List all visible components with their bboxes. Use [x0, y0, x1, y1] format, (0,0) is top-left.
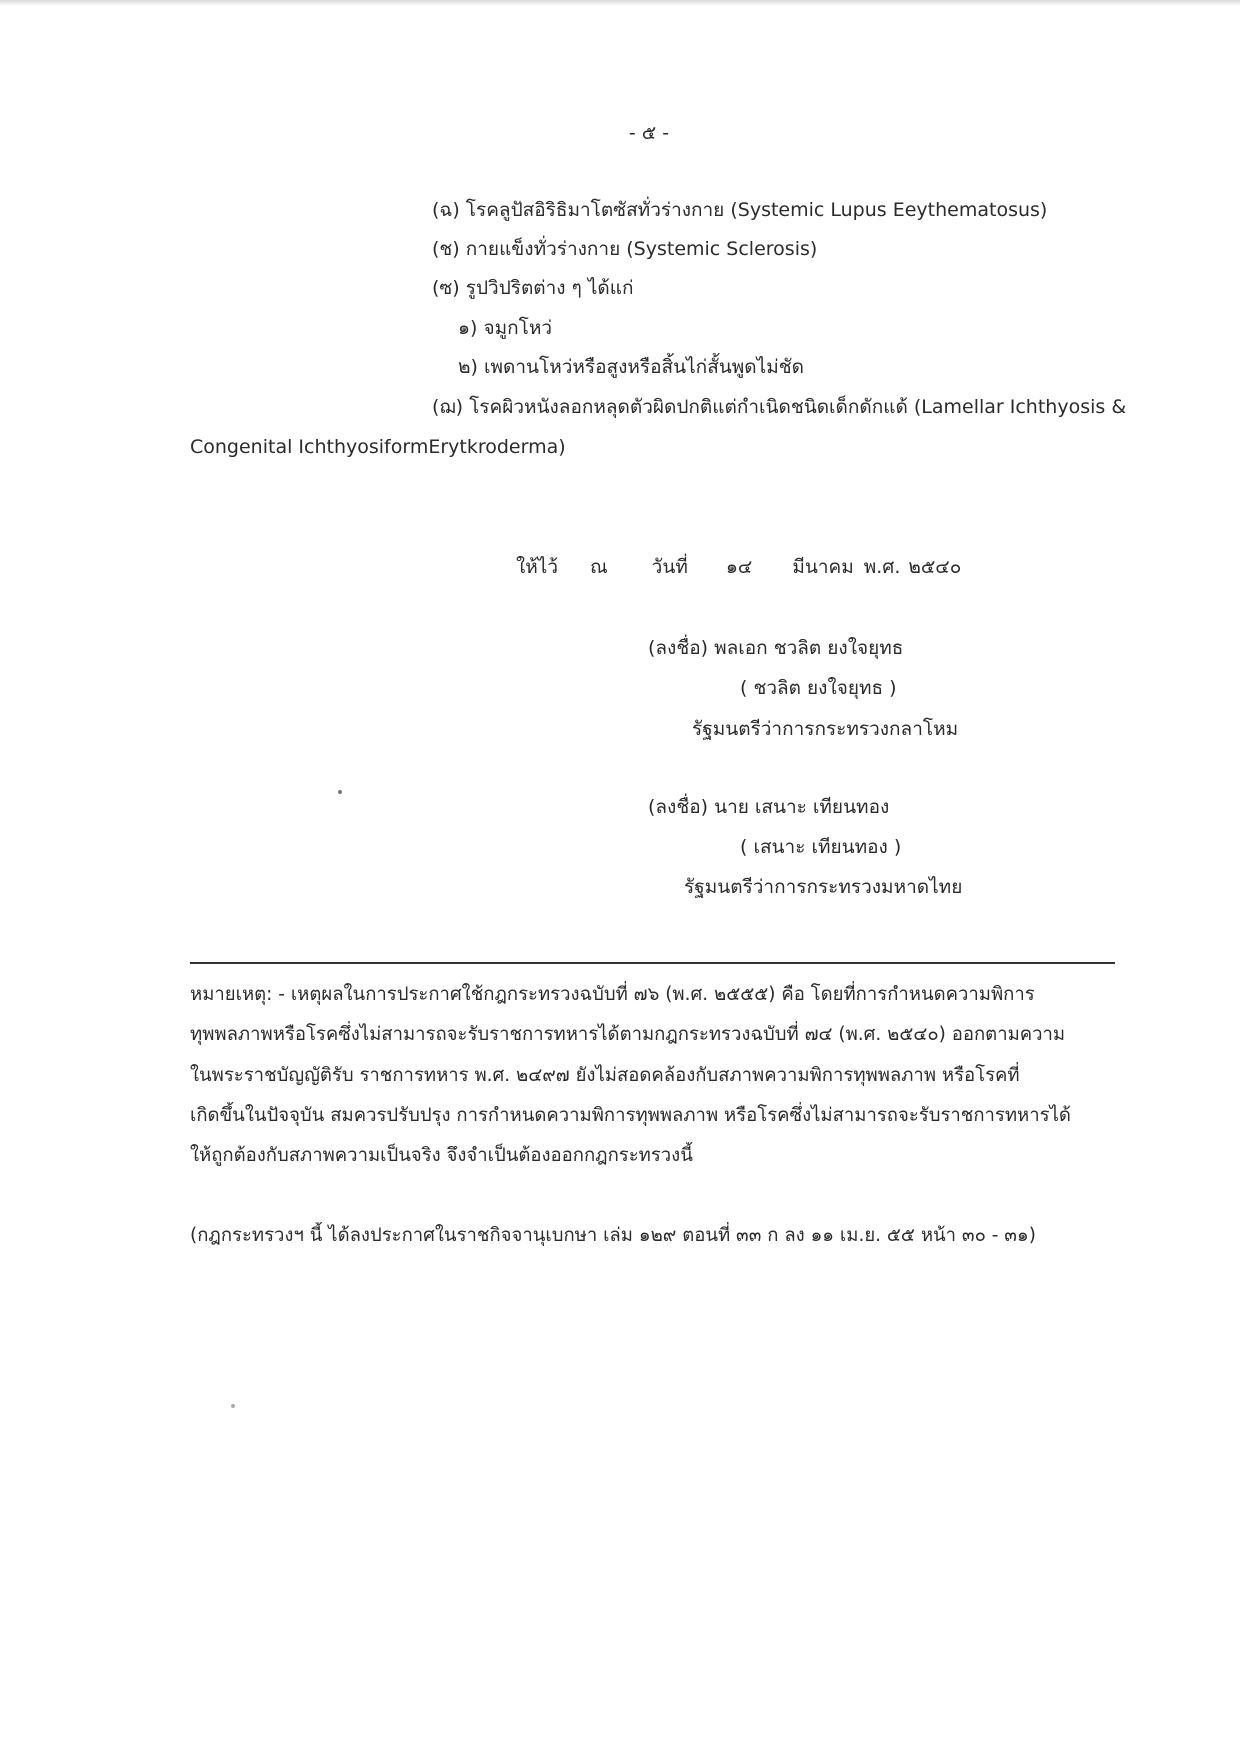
- note-line-3: ในพระราชบัญญัติรับ ราชการทหาร พ.ศ. ๒๔๙๗ ยังไม่สอดคล้องกับสภาพความพิการทุพพลภาพ หรือโรคที่: [190, 1065, 1020, 1086]
- note-line-2: ทุพพลภาพหรือโรคซึ่งไม่สามารถจะรับราชการทหารได้ตามกฎกระทรวงฉบับที่ ๗๔ (พ.ศ. ๒๕๔๐) ออกตามความ: [190, 1024, 1066, 1045]
- scan-edge: [0, 0, 1240, 6]
- item-cho: (ฉ) โรคลูปัสอิริธิมาโตซัสทั่วร่างกาย (Systemic Lupus Eeythematosus): [432, 199, 1048, 221]
- date-at: ณ: [590, 556, 608, 578]
- signature-1-signed: (ลงชื่อ) พลเอก ชวลิต ยงใจยุทธ: [648, 637, 904, 659]
- date-era: พ.ศ.: [863, 556, 901, 578]
- date-year: ๒๕๔๐: [908, 556, 962, 578]
- note-line-1: หมายเหตุ: - เหตุผลในการประกาศใช้กฎกระทรวงฉบับที่ ๗๖ (พ.ศ. ๒๕๕๕) คือ โดยที่การกำหนดความพิการ: [190, 984, 1035, 1005]
- item-sor: (ซ) รูปวิปริตต่าง ๆ ได้แก่: [432, 277, 634, 299]
- item-chor: (ช) กายแข็งทั่วร่างกาย (Systemic Sclerosis): [432, 238, 818, 260]
- scan-speck: [231, 1404, 235, 1408]
- scan-speck: [338, 790, 342, 794]
- date-given: ให้ไว้: [516, 556, 559, 578]
- date-day: ๑๔: [725, 556, 753, 578]
- signature-2-signed: (ลงชื่อ) นาย เสนาะ เทียนทอง: [648, 796, 890, 818]
- date-month: มีนาคม: [792, 556, 854, 578]
- date-day-label: วันที่: [651, 556, 688, 578]
- item-chhor: (ฌ) โรคผิวหนังลอกหลุดตัวผิดปกติแต่กำเนิดชนิดเด็กดักแด้ (Lamellar Ichthyosis &: [432, 396, 1127, 418]
- page-number: - ๕ -: [628, 122, 670, 144]
- sub-item-2: ๒) เพดานโหว่หรือสูงหรือสิ้นไก่สั้นพูดไม่ชัด: [458, 356, 804, 378]
- item-chhor-continued: Congenital IchthyosiformErytkroderma): [190, 436, 566, 458]
- signature-2-name: ( เสนาะ เทียนทอง ): [740, 836, 902, 858]
- sub-item-1: ๑) จมูกโหว่: [458, 317, 553, 339]
- note-line-5: ให้ถูกต้องกับสภาพความเป็นจริง จึงจำเป็นต้องออกกฎกระทรวงนี้: [190, 1145, 693, 1166]
- publication-note: (กฎกระทรวงฯ นี้ ได้ลงประกาศในราชกิจจานุเบกษา เล่ม ๑๒๙ ตอนที่ ๓๓ ก ลง ๑๑ เม.ย. ๕๕ หน้า ๓๐ - ๓๑): [190, 1225, 1036, 1246]
- date-line: [516, 553, 961, 581]
- signature-2-position: รัฐมนตรีว่าการกระทรวงมหาดไทย: [684, 876, 963, 898]
- signature-1-name: ( ชวลิต ยงใจยุทธ ): [740, 677, 897, 699]
- signature-1-position: รัฐมนตรีว่าการกระทรวงกลาโหม: [692, 718, 959, 740]
- note-line-4: เกิดขึ้นในปัจจุบัน สมควรปรับปรุง การกำหนดความพิการทุพพลภาพ หรือโรคซึ่งไม่สามารถจะรับราชการทหารได้: [190, 1105, 1071, 1126]
- divider-line: [190, 962, 1115, 964]
